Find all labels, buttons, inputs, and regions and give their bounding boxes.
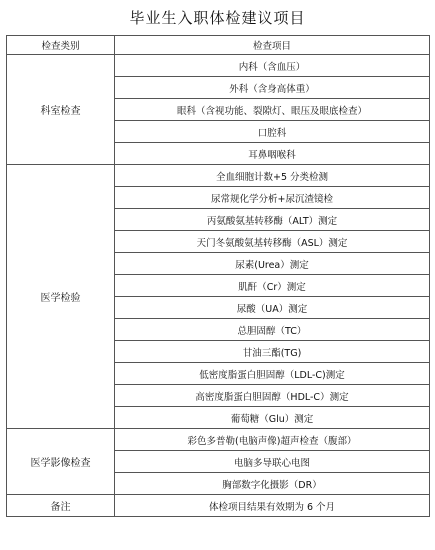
table-row [7, 165, 430, 187]
item-cell: 电脑多导联心电图 [115, 451, 430, 473]
item-cell: 天门冬氨酸氨基转移酶（ASL）测定 [115, 231, 430, 253]
exam-table [6, 35, 430, 517]
item-cell: 眼科（含视功能、裂隙灯、眼压及眼底检查） [115, 99, 430, 121]
item-cell: 胸部数字化摄影（DR） [115, 473, 430, 495]
page-title: 毕业生入职体检建议项目 [129, 9, 306, 27]
item-cell: 全血细胞计数+5 分类检测 [115, 165, 430, 187]
table-row [7, 429, 430, 451]
category-cell: 科室检查 [7, 55, 115, 165]
category-cell: 医学检验 [7, 165, 115, 429]
table-row [7, 495, 430, 517]
header-item: 检查项目 [115, 36, 430, 55]
note-category-cell: 备注 [7, 495, 115, 517]
header-category: 检查类别 [7, 36, 115, 55]
item-cell: 甘油三酯(TG) [115, 341, 430, 363]
table-header-row [7, 36, 430, 55]
item-cell: 耳鼻咽喉科 [115, 143, 430, 165]
note-text-cell: 体检项目结果有效期为 6 个月 [115, 495, 430, 517]
item-cell: 尿酸（UA）测定 [115, 297, 430, 319]
item-cell: 总胆固醇（TC） [115, 319, 430, 341]
table-row [7, 55, 430, 77]
category-cell: 医学影像检查 [7, 429, 115, 495]
item-cell: 高密度脂蛋白胆固醇（HDL-C）测定 [115, 385, 430, 407]
item-cell: 外科（含身高体重） [115, 77, 430, 99]
item-cell: 内科（含血压） [115, 55, 430, 77]
item-cell: 尿常规化学分析+尿沉渣镜检 [115, 187, 430, 209]
item-cell: 肌酐（Cr）测定 [115, 275, 430, 297]
item-cell: 彩色多普勒(电脑声像)超声检查（腹部） [115, 429, 430, 451]
item-cell: 丙氨酸氨基转移酶（ALT）测定 [115, 209, 430, 231]
item-cell: 口腔科 [115, 121, 430, 143]
item-cell: 尿素(Urea）测定 [115, 253, 430, 275]
item-cell: 葡萄糖（Glu）测定 [115, 407, 430, 429]
item-cell: 低密度脂蛋白胆固醇（LDL-C)测定 [115, 363, 430, 385]
